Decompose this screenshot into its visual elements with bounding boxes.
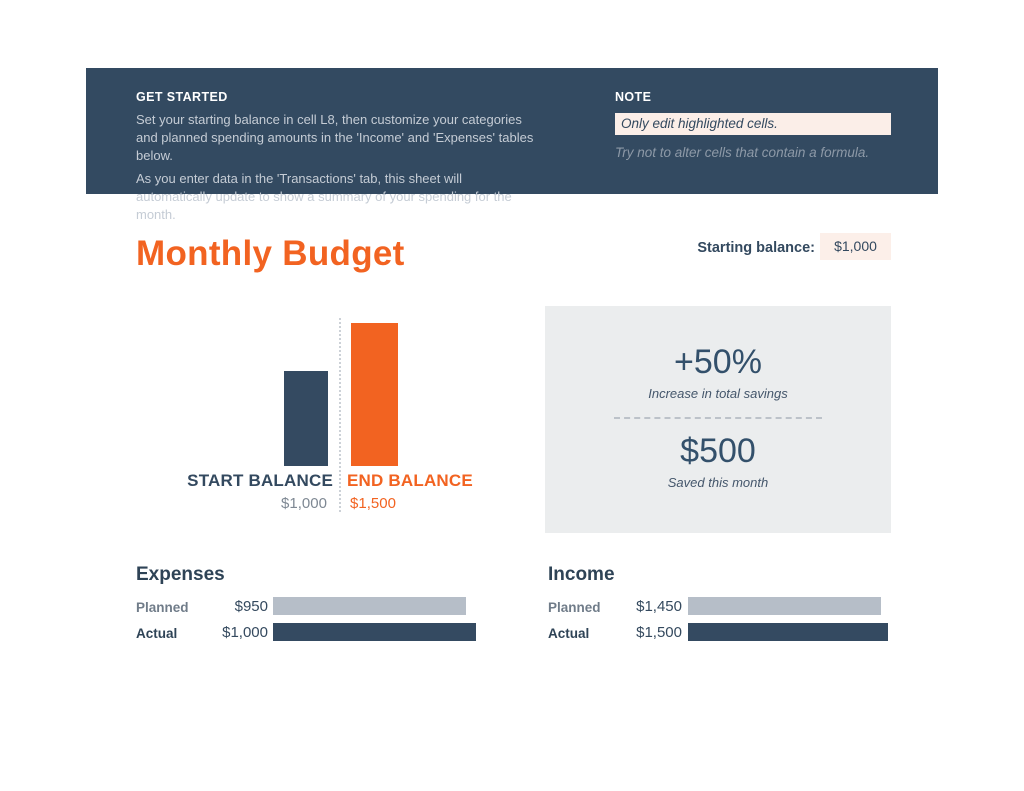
start-balance-value: $1,000 <box>281 495 327 512</box>
savings-amount: $500 <box>680 432 756 470</box>
expenses-title: Expenses <box>136 564 225 585</box>
expenses-planned-bar <box>273 597 466 615</box>
summary-dashed-divider <box>614 417 822 419</box>
note-highlighted-cell[interactable]: Only edit highlighted cells. <box>615 113 891 135</box>
starting-balance-label: Starting balance: <box>697 240 815 256</box>
end-balance-category-label: END BALANCE <box>347 471 473 490</box>
savings-summary-panel <box>545 306 891 533</box>
start-balance-bar <box>284 371 328 467</box>
expenses-planned-value: $950 <box>234 598 268 615</box>
expenses-actual-bar <box>273 623 476 641</box>
expenses-actual-value: $1,000 <box>222 624 268 641</box>
end-balance-bar <box>351 323 398 466</box>
note-heading: NOTE <box>615 90 652 104</box>
savings-amount-caption: Saved this month <box>667 475 769 490</box>
start-balance-category-label: START BALANCE <box>187 471 333 490</box>
note-section <box>615 90 915 160</box>
savings-percent: +50% <box>674 343 762 381</box>
income-planned-bar <box>688 597 881 615</box>
income-actual-bar <box>688 623 888 641</box>
end-balance-value: $1,500 <box>350 495 396 512</box>
note-hint-text: Try not to alter cells that contain a formula. <box>615 145 870 160</box>
income-actual-value: $1,500 <box>636 624 682 641</box>
starting-balance-cell[interactable]: $1,000 <box>820 233 891 260</box>
savings-percent-caption: Increase in total savings <box>648 386 788 401</box>
income-planned-value: $1,450 <box>636 598 682 615</box>
expenses-actual-label: Actual <box>136 626 178 641</box>
income-actual-label: Actual <box>548 626 590 641</box>
get-started-section <box>136 90 538 224</box>
expenses-planned-label: Planned <box>136 600 189 615</box>
instruction-band <box>86 68 938 222</box>
chart-dotted-divider <box>339 318 341 512</box>
get-started-heading: GET STARTED <box>136 90 228 104</box>
page-title: Monthly Budget <box>136 234 405 273</box>
income-planned-label: Planned <box>548 600 601 615</box>
income-title: Income <box>548 564 615 585</box>
get-started-paragraph-2: As you enter data in the 'Transactions' tab, this sheet will automatically update to show a summary of your spending for the month. <box>136 171 512 222</box>
get-started-paragraph-1: Set your starting balance in cell L8, then customize your categories and planned spending amounts in the 'Income' and 'Expenses' tables below. <box>136 112 534 163</box>
